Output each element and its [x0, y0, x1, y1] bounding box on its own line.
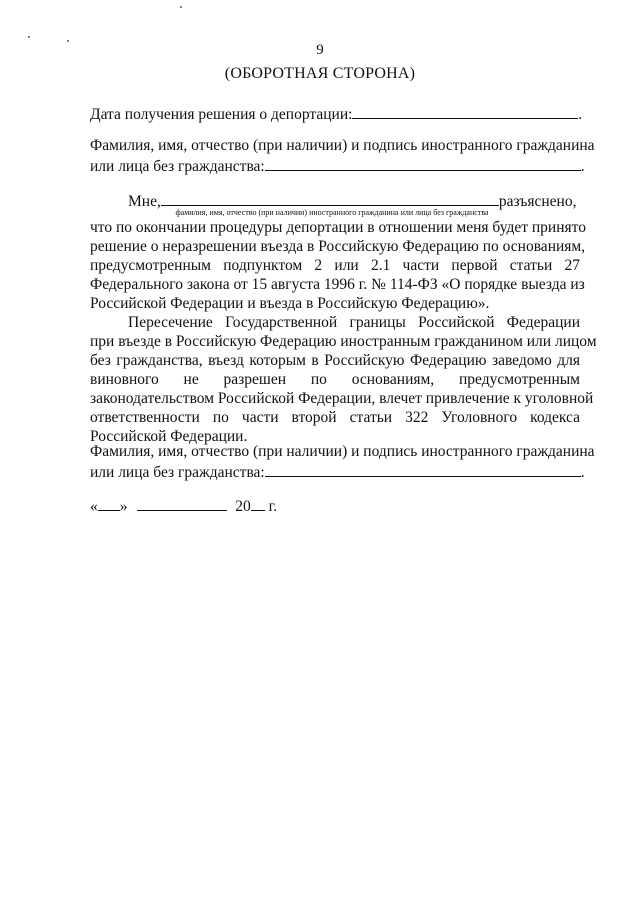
date-open-quote: «	[90, 498, 98, 515]
decision-date-label: Дата получения решения о депортации:	[90, 106, 353, 123]
warning-line: виновного не разрешен по основаниям, предусмотренным	[90, 371, 580, 388]
explanation-name-blank	[161, 191, 499, 206]
signature-2-text-1: Фамилия, имя, отчество (при наличии) и подпись иностранного гражданина	[90, 443, 595, 460]
scan-speck	[180, 6, 182, 8]
explanation-line: что по окончании процедуры депортации в отношении меня будет принято	[90, 219, 586, 236]
signature-1-blank	[265, 156, 581, 171]
year-prefix: 20	[235, 498, 251, 515]
explanation-suffix: разъяснено,	[498, 193, 577, 210]
explanation-line: Российской Федерации и въезда в Российскую Федерацию».	[90, 295, 490, 312]
warning-line: ответственности по части второй статьи 322 Уголовного кодекса	[90, 409, 580, 426]
year-blank	[251, 496, 265, 511]
signature-1-line-1	[90, 137, 595, 155]
decision-date-line	[90, 104, 583, 124]
month-blank	[137, 496, 227, 511]
warning-paragraph	[90, 313, 597, 446]
signature-2-blank	[265, 462, 581, 477]
decision-date-blank	[352, 104, 578, 119]
signature-1-text-2: или лица без гражданства:	[90, 158, 265, 175]
signature-1-end: .	[580, 158, 585, 175]
page-heading: (ОБОРОТНАЯ СТОРОНА)	[224, 65, 416, 82]
explanation-line: предусмотренным подпунктом 2 или 2.1 части первой статьи 27	[90, 257, 580, 274]
decision-date-end: .	[578, 106, 583, 123]
signature-2-text-2: или лица без гражданства:	[90, 464, 265, 481]
year-suffix: г.	[268, 498, 278, 515]
warning-line: при въезде в Российскую Федерацию иностранным гражданином или лицом	[90, 333, 597, 350]
warning-line: Российской Федерации.	[90, 428, 248, 445]
day-blank	[98, 496, 120, 511]
signature-1-text-1: Фамилия, имя, отчество (при наличии) и подпись иностранного гражданина	[90, 137, 595, 154]
signature-2-end: .	[580, 464, 585, 481]
page-number: 9	[316, 42, 324, 58]
signature-2-line-2	[90, 462, 585, 482]
warning-line: Пересечение Государственной границы Российской Федерации	[128, 314, 580, 331]
signature-1-line-2	[90, 156, 585, 176]
explanation-line: Федерального закона от 15 августа 1996 г. № 114-ФЗ «О порядке выезда из	[90, 276, 585, 293]
name-caption: фамилия, имя, отчество (при наличии) иностранного гражданина или лица без гражданства	[175, 208, 489, 217]
warning-line: без гражданства, въезд которым в Российскую Федерацию заведомо для	[90, 352, 580, 369]
explanation-line: решение о неразрешении въезда в Российскую Федерацию по основаниям,	[90, 238, 586, 255]
explanation-paragraph	[90, 218, 586, 313]
date-close-quote: »	[119, 498, 128, 515]
scan-speck	[28, 36, 30, 38]
signature-2-line-1	[90, 443, 595, 461]
explanation-prefix: Мне,	[128, 193, 161, 210]
warning-line: законодательством Российской Федерации, влечет привлечение к уголовной	[90, 390, 594, 407]
date-line	[90, 496, 580, 516]
